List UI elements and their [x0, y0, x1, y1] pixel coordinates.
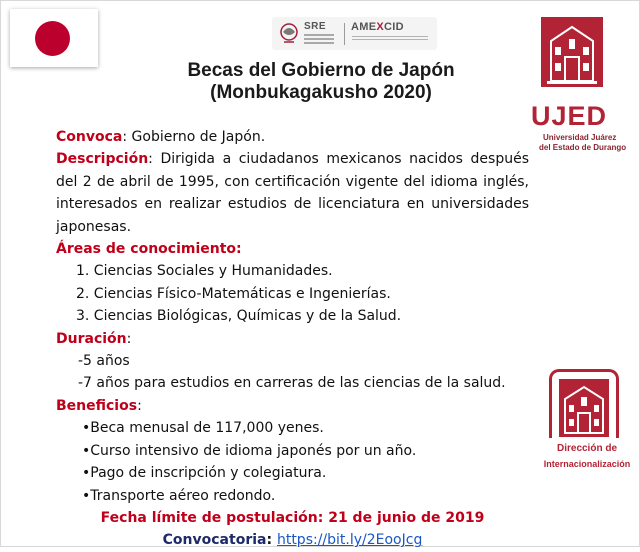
beneficio-item-1: •Beca menusal de 117,000 yenes.: [82, 420, 324, 437]
beneficio-item-4: •Transporte aéreo redondo.: [82, 487, 276, 504]
ujed-building-icon: [541, 17, 603, 87]
internacionalizacion-logo: [539, 369, 637, 489]
beneficios-heading: Beneficios:: [56, 397, 142, 414]
convocatoria-row: Convocatoria: https://bit.ly/2EooJcg: [162, 532, 423, 549]
ujed-logo: [529, 17, 627, 157]
dir-line-2: Internacionalización: [543, 459, 631, 469]
sre-logo-text: SRE: [304, 21, 327, 32]
title-line-2: (Monbukagakusho 2020): [210, 82, 432, 103]
ujed-sub-2: del Estado de Durango: [539, 143, 627, 152]
area-item-1: 1. Ciencias Sociales y Humanidades.: [76, 263, 333, 280]
descripcion-row: [56, 148, 529, 238]
page-title: [161, 60, 481, 104]
amexcid-logo-subtext: [352, 36, 428, 37]
sre-emblem-icon: [278, 22, 300, 46]
areas-heading: Áreas de conocimiento:: [56, 241, 242, 258]
amexcid-logo-text: AMEXCID: [351, 21, 404, 33]
descripcion-value: : Dirigida a ciudadanos mexicanos nacidos después del 2 de abril de 1995, con certificación vigente del idioma inglés, interesados en realizar estudios de licenciatura en universidades japonesas.: [56, 151, 529, 235]
beneficio-item-3: •Pago de inscripción y colegiatura.: [82, 465, 327, 482]
fecha-limite: Fecha límite de postulación: 21 de junio de 2019: [100, 509, 485, 526]
duracion-item-1: -5 años: [78, 353, 130, 370]
duracion-heading: Duración:: [56, 330, 132, 347]
convocatoria-link[interactable]: https://bit.ly/2EooJcg: [276, 532, 423, 549]
logo-divider: [344, 23, 345, 45]
beneficio-item-2: •Curso intensivo de idioma japonés por un año.: [82, 442, 417, 459]
duracion-item-2: -7 años para estudios en carreras de las ciencias de la salud.: [78, 375, 506, 392]
convoca-row: [56, 126, 529, 148]
area-item-2: 2. Ciencias Físico-Matemáticas e Ingenierías.: [76, 285, 391, 302]
dir-line-1: Dirección de: [556, 443, 618, 454]
sre-logo-subtext: [304, 34, 334, 36]
descripcion-label: Descripción: [56, 151, 149, 168]
flag-sun: [35, 21, 70, 56]
convoca-label: Convoca: [56, 129, 123, 145]
internacionalizacion-building-icon: [559, 379, 609, 437]
title-line-1: Becas del Gobierno de Japón: [187, 60, 455, 81]
convocatoria-label: Convocatoria: [162, 532, 267, 549]
area-item-3: 3. Ciencias Biológicas, Químicas y de la Salud.: [76, 308, 402, 325]
ujed-sub-1: Universidad Juárez: [543, 133, 617, 142]
japan-flag-icon: [10, 9, 98, 67]
main-content: [56, 126, 529, 552]
sre-amexcid-logos: [272, 17, 437, 50]
convoca-value: : Gobierno de Japón.: [122, 129, 266, 145]
ujed-brand: UJED: [531, 101, 608, 131]
